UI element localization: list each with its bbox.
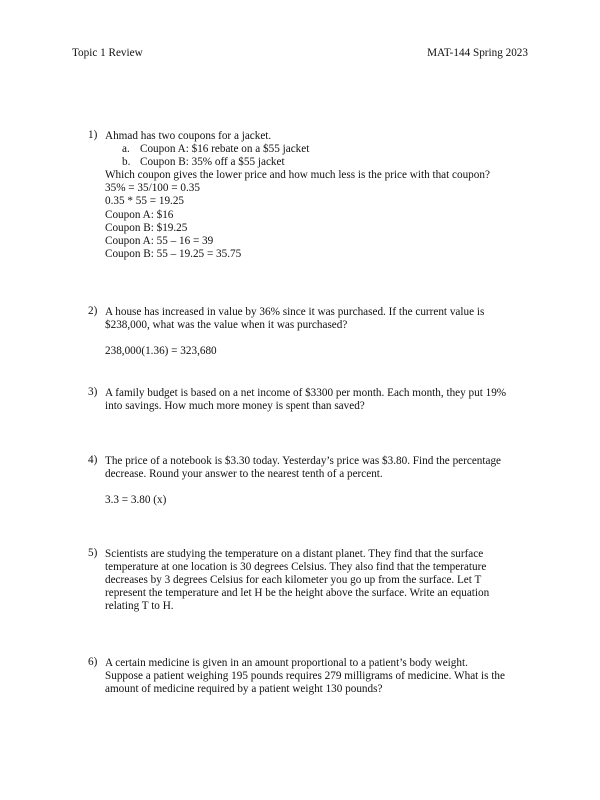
answer-line: 35% = 35/100 = 0.35 — [105, 182, 200, 195]
answer-line: 3.3 = 3.80 (x) — [105, 494, 167, 507]
question-text: Suppose a patient weighing 195 pounds requires 279 milligrams of medicine. What is the — [105, 670, 505, 683]
header-course: MAT-144 Spring 2023 — [427, 47, 528, 59]
subitem-b — [105, 156, 535, 169]
question-text: A family budget is based on a net income of $3300 per month. Each month, they put 19% — [105, 387, 507, 399]
subitem-text: Coupon B: 35% off a $55 jacket — [140, 156, 285, 169]
question-number: 4) — [88, 454, 98, 466]
question-text: Ahmad has two coupons for a jacket. — [105, 130, 272, 142]
answer-line: Coupon B: $19.25 — [105, 221, 188, 234]
answer-line: Coupon A: 55 – 16 = 39 — [105, 234, 214, 247]
question-text: temperature at one location is 30 degrees Celsius. They also find that the temperature — [105, 561, 487, 574]
question-text: relating T to H. — [105, 600, 174, 613]
subitem-text: Coupon A: $16 rebate on a $55 jacket — [140, 143, 310, 156]
question-body — [105, 548, 535, 613]
question-body — [105, 306, 535, 358]
question-text: A certain medicine is given in an amount proportional to a patient’s body weight. — [105, 657, 468, 669]
question-text: into savings. How much more money is spent than saved? — [105, 400, 365, 413]
question-number: 5) — [88, 547, 98, 559]
subitem-letter: a. — [122, 143, 130, 156]
subitem-a — [105, 143, 535, 156]
question-number: 3) — [88, 386, 98, 398]
answer-line: 0.35 * 55 = 19.25 — [105, 195, 185, 208]
question-text: Which coupon gives the lower price and how much less is the price with that coupon? — [105, 169, 490, 182]
question-text: A house has increased in value by 36% since it was purchased. If the current value is — [105, 306, 485, 318]
question-text: Scientists are studying the temperature on a distant planet. They find that the surface — [105, 548, 484, 560]
question-text: represent the temperature and let H be the height above the surface. Write an equation — [105, 587, 490, 600]
question-text: $238,000, what was the value when it was purchased? — [105, 319, 348, 332]
question-text: The price of a notebook is $3.30 today. Yesterday’s price was $3.80. Find the percentage — [105, 455, 502, 467]
question-body — [105, 455, 535, 507]
question-number: 6) — [88, 656, 98, 668]
question-body — [105, 130, 535, 261]
header-topic: Topic 1 Review — [72, 47, 143, 59]
answer-line: Coupon A: $16 — [105, 208, 174, 221]
question-text: amount of medicine required by a patient weight 130 pounds? — [105, 683, 383, 696]
answer-line: Coupon B: 55 – 19.25 = 35.75 — [105, 247, 242, 260]
question-text: decrease. Round your answer to the nearest tenth of a percent. — [105, 468, 383, 481]
subitem-letter: b. — [122, 156, 131, 169]
question-body — [105, 657, 535, 696]
question-text: decreases by 3 degrees Celsius for each kilometer you go up from the surface. Let T — [105, 574, 482, 587]
question-number: 2) — [88, 305, 98, 317]
question-body — [105, 387, 535, 413]
answer-line: 238,000(1.36) = 323,680 — [105, 345, 217, 358]
question-number: 1) — [88, 129, 98, 141]
